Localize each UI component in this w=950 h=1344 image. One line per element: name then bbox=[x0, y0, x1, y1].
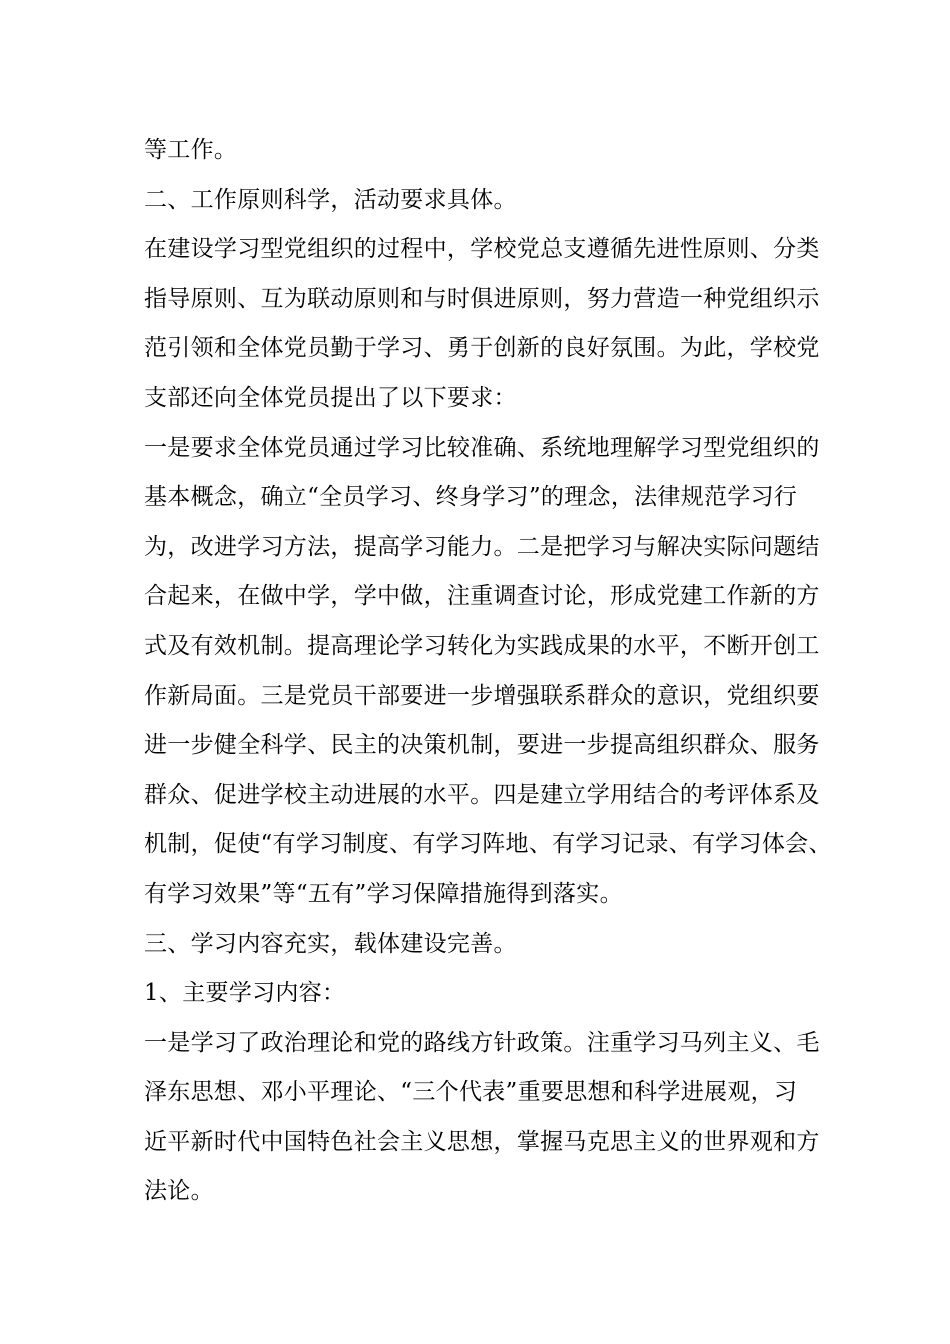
text-line: 机制，促使“有学习制度、有学习阵地、有学习记录、有学习体会、 bbox=[144, 831, 832, 858]
subsection-heading-1: 1、主要学习内容： bbox=[144, 980, 346, 1007]
section-heading-3: 三、学习内容充实，载体建设完善。 bbox=[144, 930, 517, 957]
text-line: 指导原则、互为联动原则和与时俱进原则，努力营造一种党组织示 bbox=[144, 285, 820, 312]
text-line: 进一步健全科学、民主的决策机制，要进一步提高组织群众、服务 bbox=[144, 732, 820, 759]
text-line: 泽东思想、邓小平理论、“三个代表”重要思想和科学进展观，习 bbox=[144, 1079, 798, 1106]
text-line: 群众、促进学校主动进展的水平。四是建立学用结合的考评体系及 bbox=[144, 781, 820, 808]
text-line: 近平新时代中国特色社会主义思想，掌握马克思主义的世界观和方 bbox=[144, 1128, 820, 1155]
text-line: 式及有效机制。提高理论学习转化为实践成果的水平，不断开创工 bbox=[144, 632, 820, 659]
text-line: 基本概念，确立“全员学习、终身学习”的理念，法律规范学习行 bbox=[144, 484, 798, 511]
text-line: 作新局面。三是党员干部要进一步增强联系群众的意识，党组织要 bbox=[144, 682, 820, 709]
section-heading-2: 二、工作原则科学，活动要求具体。 bbox=[144, 186, 517, 213]
document-body bbox=[144, 126, 844, 1217]
text-line: 等工作。 bbox=[144, 137, 238, 163]
text-line: 法论。 bbox=[144, 1178, 214, 1205]
text-line: 一是学习了政治理论和党的路线方针政策。注重学习马列主义、毛 bbox=[144, 1029, 820, 1056]
text-line: 范引领和全体党员勤于学习、勇于创新的良好氛围。为此，学校党 bbox=[144, 335, 820, 362]
text-line: 为，改进学习方法，提高学习能力。二是把学习与解决实际问题结 bbox=[144, 533, 820, 560]
text-line: 在建设学习型党组织的过程中，学校党总支遵循先进性原则、分类 bbox=[144, 236, 820, 263]
text-line: 支部还向全体党员提出了以下要求： bbox=[144, 384, 517, 411]
text-line: 一是要求全体党员通过学习比较准确、系统地理解学习型党组织的 bbox=[144, 434, 820, 461]
text-line: 合起来，在做中学，学中做，注重调查讨论，形成党建工作新的方 bbox=[144, 583, 820, 610]
text-line: 有学习效果”等“五有”学习保障措施得到落实。 bbox=[144, 880, 623, 907]
